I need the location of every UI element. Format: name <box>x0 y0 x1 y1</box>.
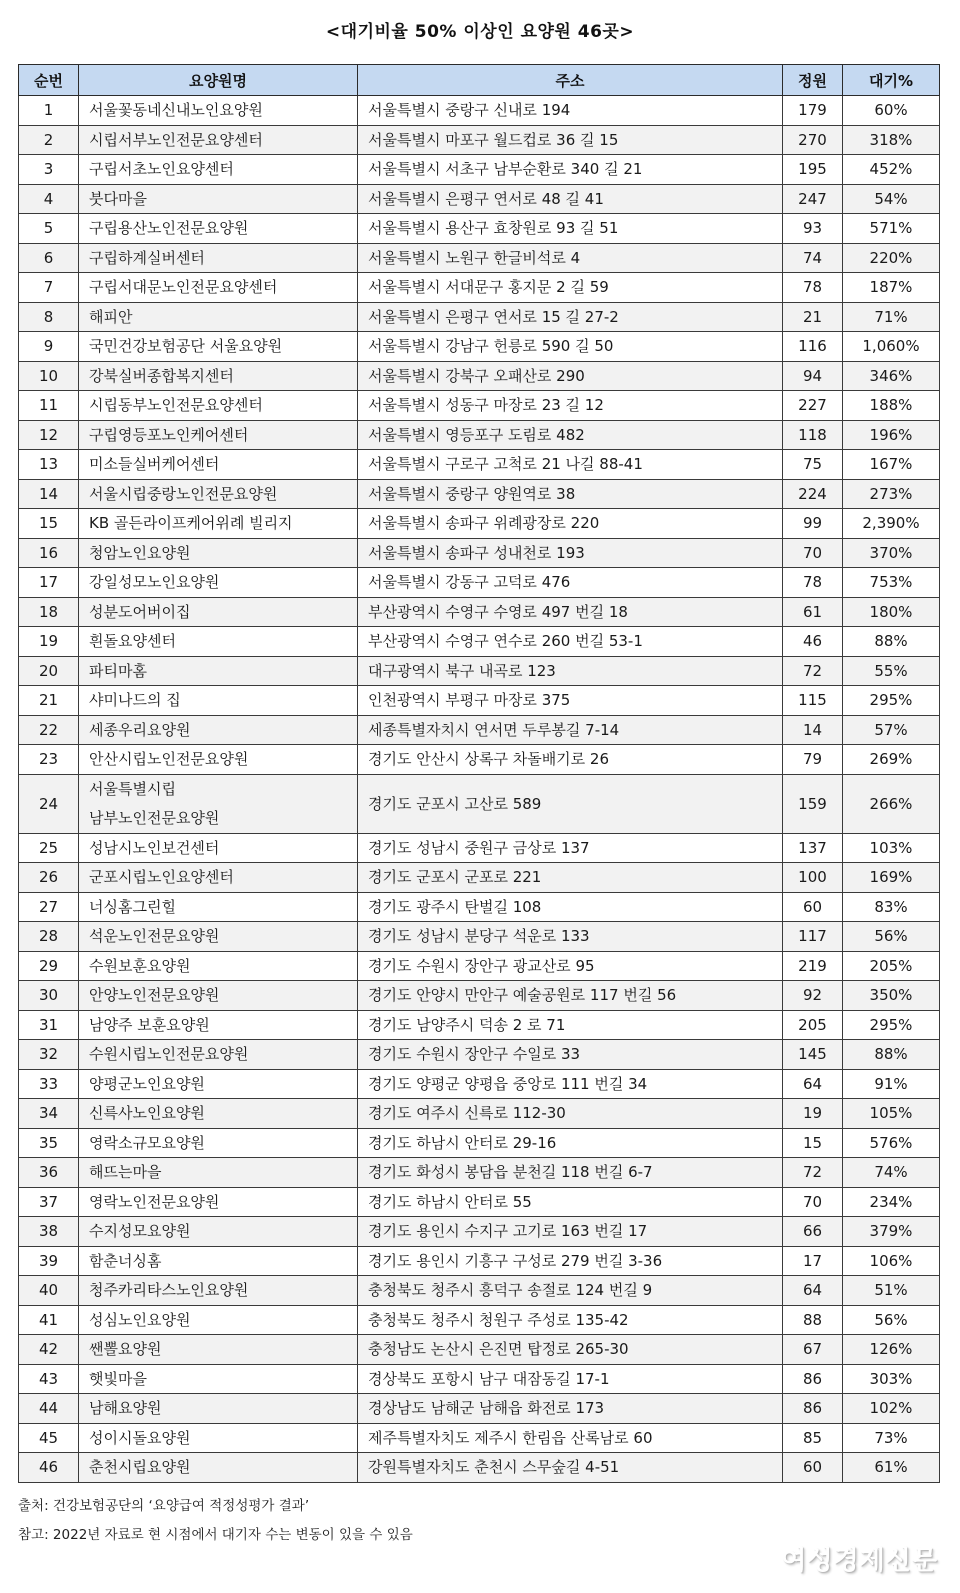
capacity: 93 <box>783 214 843 244</box>
nursing-home-table <box>18 64 940 1483</box>
row-number: 30 <box>19 981 79 1011</box>
facility-address: 서울특별시 서대문구 홍지문 2 길 59 <box>358 273 783 303</box>
table-row <box>19 1305 940 1335</box>
capacity: 179 <box>783 96 843 126</box>
wait-ratio: 273% <box>843 479 940 509</box>
row-number: 12 <box>19 420 79 450</box>
capacity: 15 <box>783 1128 843 1158</box>
facility-address: 서울특별시 강북구 오패산로 290 <box>358 361 783 391</box>
capacity: 72 <box>783 656 843 686</box>
facility-address: 경기도 여주시 신륵로 112-30 <box>358 1099 783 1129</box>
capacity: 86 <box>783 1394 843 1424</box>
capacity: 86 <box>783 1364 843 1394</box>
facility-name: 미소들실버케어센터 <box>79 450 358 480</box>
facility-name: 춘천시립요양원 <box>79 1453 358 1483</box>
facility-address: 경기도 화성시 봉담읍 분천길 118 번길 6-7 <box>358 1158 783 1188</box>
row-number: 14 <box>19 479 79 509</box>
capacity: 66 <box>783 1217 843 1247</box>
facility-name-line: 남부노인전문요양원 <box>89 808 220 827</box>
facility-address: 경기도 수원시 장안구 수일로 33 <box>358 1040 783 1070</box>
table-row <box>19 1246 940 1276</box>
row-number: 17 <box>19 568 79 598</box>
table-row <box>19 1364 940 1394</box>
row-number: 32 <box>19 1040 79 1070</box>
capacity: 70 <box>783 1187 843 1217</box>
table-row <box>19 1187 940 1217</box>
capacity: 60 <box>783 1453 843 1483</box>
table-title: <대기비율 50% 이상인 요양원 46곳> <box>325 22 635 42</box>
wait-ratio: 370% <box>843 538 940 568</box>
facility-name: 함춘너싱홈 <box>79 1246 358 1276</box>
header-address: 주소 <box>358 65 783 96</box>
facility-address: 경기도 하남시 안터로 29-16 <box>358 1128 783 1158</box>
facility-address: 서울특별시 마포구 월드컵로 36 길 15 <box>358 125 783 155</box>
wait-ratio: 318% <box>843 125 940 155</box>
table-row <box>19 361 940 391</box>
facility-name: 흰돌요양센터 <box>79 627 358 657</box>
facility-name: 해뜨는마을 <box>79 1158 358 1188</box>
row-number: 33 <box>19 1069 79 1099</box>
table-row <box>19 951 940 981</box>
facility-name: 수지성모요양원 <box>79 1217 358 1247</box>
wait-ratio: 187% <box>843 273 940 303</box>
table-row <box>19 686 940 716</box>
facility-address: 제주특별자치도 제주시 한림읍 산록남로 60 <box>358 1423 783 1453</box>
capacity: 159 <box>783 774 843 833</box>
facility-address: 강원특별자치도 춘천시 스무숲길 4-51 <box>358 1453 783 1483</box>
capacity: 88 <box>783 1305 843 1335</box>
table-row <box>19 833 940 863</box>
row-number: 4 <box>19 184 79 214</box>
facility-name: 신륵사노인요양원 <box>79 1099 358 1129</box>
facility-name: 서울시립중랑노인전문요양원 <box>79 479 358 509</box>
row-number: 42 <box>19 1335 79 1365</box>
facility-address: 경기도 양평군 양평읍 중앙로 111 번길 34 <box>358 1069 783 1099</box>
facility-name: 수원시립노인전문요양원 <box>79 1040 358 1070</box>
wait-ratio: 60% <box>843 96 940 126</box>
row-number: 43 <box>19 1364 79 1394</box>
table-row <box>19 774 940 833</box>
capacity: 92 <box>783 981 843 1011</box>
facility-name: 시립동부노인전문요양센터 <box>79 391 358 421</box>
capacity: 70 <box>783 538 843 568</box>
capacity: 17 <box>783 1246 843 1276</box>
facility-address: 경기도 안양시 만안구 예술공원로 117 번길 56 <box>358 981 783 1011</box>
row-number: 27 <box>19 892 79 922</box>
wait-ratio: 102% <box>843 1394 940 1424</box>
capacity: 79 <box>783 745 843 775</box>
capacity: 60 <box>783 892 843 922</box>
table-row <box>19 1010 940 1040</box>
table-row <box>19 243 940 273</box>
capacity: 117 <box>783 922 843 952</box>
facility-address: 서울특별시 강남구 헌릉로 590 길 50 <box>358 332 783 362</box>
table-row <box>19 863 940 893</box>
row-number: 38 <box>19 1217 79 1247</box>
wait-ratio: 88% <box>843 627 940 657</box>
table-row <box>19 627 940 657</box>
facility-name-line: 서울특별시립 <box>89 779 176 798</box>
wait-ratio: 234% <box>843 1187 940 1217</box>
wait-ratio: 57% <box>843 715 940 745</box>
table-row <box>19 1423 940 1453</box>
table-row <box>19 332 940 362</box>
capacity: 21 <box>783 302 843 332</box>
capacity: 227 <box>783 391 843 421</box>
capacity: 61 <box>783 597 843 627</box>
capacity: 72 <box>783 1158 843 1188</box>
header-name: 요양원명 <box>79 65 358 96</box>
capacity: 67 <box>783 1335 843 1365</box>
row-number: 37 <box>19 1187 79 1217</box>
facility-address: 경기도 수원시 장안구 광교산로 95 <box>358 951 783 981</box>
table-row <box>19 1099 940 1129</box>
capacity: 270 <box>783 125 843 155</box>
facility-name <box>79 774 358 833</box>
capacity: 14 <box>783 715 843 745</box>
wait-ratio: 61% <box>843 1453 940 1483</box>
table-row <box>19 981 940 1011</box>
capacity: 94 <box>783 361 843 391</box>
facility-address: 경기도 성남시 중원구 금상로 137 <box>358 833 783 863</box>
facility-name: 남해요양원 <box>79 1394 358 1424</box>
facility-name: 영락노인전문요양원 <box>79 1187 358 1217</box>
row-number: 2 <box>19 125 79 155</box>
table-row <box>19 1276 940 1306</box>
table-row <box>19 597 940 627</box>
wait-ratio: 346% <box>843 361 940 391</box>
wait-ratio: 350% <box>843 981 940 1011</box>
row-number: 10 <box>19 361 79 391</box>
row-number: 39 <box>19 1246 79 1276</box>
capacity: 224 <box>783 479 843 509</box>
wait-ratio: 54% <box>843 184 940 214</box>
facility-name: 성이시돌요양원 <box>79 1423 358 1453</box>
facility-address: 경상북도 포항시 남구 대잠동길 17-1 <box>358 1364 783 1394</box>
facility-address: 충청북도 청주시 청원구 주성로 135-42 <box>358 1305 783 1335</box>
row-number: 18 <box>19 597 79 627</box>
table-row <box>19 745 940 775</box>
table-row <box>19 273 940 303</box>
capacity: 78 <box>783 273 843 303</box>
table-row <box>19 1040 940 1070</box>
table-row <box>19 922 940 952</box>
wait-ratio: 452% <box>843 155 940 185</box>
facility-address: 경기도 하남시 안터로 55 <box>358 1187 783 1217</box>
capacity: 137 <box>783 833 843 863</box>
facility-name: 샤미나드의 집 <box>79 686 358 716</box>
wait-ratio: 74% <box>843 1158 940 1188</box>
facility-address: 부산광역시 수영구 수영로 497 번길 18 <box>358 597 783 627</box>
wait-ratio: 167% <box>843 450 940 480</box>
row-number: 24 <box>19 774 79 833</box>
table-row <box>19 391 940 421</box>
facility-address: 인천광역시 부평구 마장로 375 <box>358 686 783 716</box>
facility-name: 구립서초노인요양센터 <box>79 155 358 185</box>
facility-address: 서울특별시 은평구 연서로 48 길 41 <box>358 184 783 214</box>
row-number: 9 <box>19 332 79 362</box>
facility-name: 파티마홈 <box>79 656 358 686</box>
wait-ratio: 269% <box>843 745 940 775</box>
facility-address: 경기도 용인시 기흥구 구성로 279 번길 3-36 <box>358 1246 783 1276</box>
table-row <box>19 214 940 244</box>
capacity: 19 <box>783 1099 843 1129</box>
capacity: 78 <box>783 568 843 598</box>
row-number: 31 <box>19 1010 79 1040</box>
facility-name: 성분도어버이집 <box>79 597 358 627</box>
wait-ratio: 88% <box>843 1040 940 1070</box>
capacity: 116 <box>783 332 843 362</box>
wait-ratio: 295% <box>843 686 940 716</box>
header-no: 순번 <box>19 65 79 96</box>
facility-name: 세종우리요양원 <box>79 715 358 745</box>
header-wait-ratio: 대기% <box>843 65 940 96</box>
wait-ratio: 169% <box>843 863 940 893</box>
row-number: 3 <box>19 155 79 185</box>
capacity: 64 <box>783 1069 843 1099</box>
row-number: 29 <box>19 951 79 981</box>
table-row <box>19 568 940 598</box>
wait-ratio: 56% <box>843 922 940 952</box>
table-row <box>19 184 940 214</box>
wait-ratio: 188% <box>843 391 940 421</box>
facility-name: 구립서대문노인전문요양센터 <box>79 273 358 303</box>
capacity: 219 <box>783 951 843 981</box>
wait-ratio: 753% <box>843 568 940 598</box>
capacity: 74 <box>783 243 843 273</box>
facility-name: 안양노인전문요양원 <box>79 981 358 1011</box>
facility-address: 서울특별시 서초구 남부순환로 340 길 21 <box>358 155 783 185</box>
row-number: 45 <box>19 1423 79 1453</box>
wait-ratio: 2,390% <box>843 509 940 539</box>
facility-address: 경기도 안산시 상록구 차돌배기로 26 <box>358 745 783 775</box>
table-row <box>19 1217 940 1247</box>
facility-address: 경기도 광주시 탄벌길 108 <box>358 892 783 922</box>
row-number: 36 <box>19 1158 79 1188</box>
row-number: 20 <box>19 656 79 686</box>
facility-name: 붓다마을 <box>79 184 358 214</box>
facility-name: 석운노인전문요양원 <box>79 922 358 952</box>
row-number: 35 <box>19 1128 79 1158</box>
facility-address: 서울특별시 중랑구 신내로 194 <box>358 96 783 126</box>
facility-address: 충청남도 논산시 은진면 탑정로 265-30 <box>358 1335 783 1365</box>
facility-address: 서울특별시 영등포구 도림로 482 <box>358 420 783 450</box>
facility-name: 군포시립노인요양센터 <box>79 863 358 893</box>
row-number: 23 <box>19 745 79 775</box>
facility-address: 서울특별시 구로구 고척로 21 나길 88-41 <box>358 450 783 480</box>
wait-ratio: 106% <box>843 1246 940 1276</box>
publisher-watermark: 여성경제신문 <box>781 1546 938 1576</box>
wait-ratio: 126% <box>843 1335 940 1365</box>
facility-address: 서울특별시 중랑구 양원역로 38 <box>358 479 783 509</box>
row-number: 46 <box>19 1453 79 1483</box>
row-number: 25 <box>19 833 79 863</box>
table-row <box>19 479 940 509</box>
facility-name: 구립용산노인전문요양원 <box>79 214 358 244</box>
row-number: 8 <box>19 302 79 332</box>
table-row <box>19 1069 940 1099</box>
facility-name: 햇빛마을 <box>79 1364 358 1394</box>
table-row <box>19 125 940 155</box>
facility-address: 부산광역시 수영구 연수로 260 번길 53-1 <box>358 627 783 657</box>
row-number: 40 <box>19 1276 79 1306</box>
capacity: 145 <box>783 1040 843 1070</box>
facility-name: 안산시립노인전문요양원 <box>79 745 358 775</box>
wait-ratio: 83% <box>843 892 940 922</box>
wait-ratio: 56% <box>843 1305 940 1335</box>
capacity: 205 <box>783 1010 843 1040</box>
wait-ratio: 196% <box>843 420 940 450</box>
wait-ratio: 205% <box>843 951 940 981</box>
wait-ratio: 105% <box>843 1099 940 1129</box>
row-number: 34 <box>19 1099 79 1129</box>
facility-address: 경기도 용인시 수지구 고기로 163 번길 17 <box>358 1217 783 1247</box>
wait-ratio: 303% <box>843 1364 940 1394</box>
table-row <box>19 656 940 686</box>
row-number: 26 <box>19 863 79 893</box>
row-number: 41 <box>19 1305 79 1335</box>
facility-name: 국민건강보험공단 서울요양원 <box>79 332 358 362</box>
row-number: 15 <box>19 509 79 539</box>
capacity: 64 <box>783 1276 843 1306</box>
reference-note: 참고: 2022년 자료로 현 시점에서 대기자 수는 변동이 있을 수 있음 <box>18 1527 413 1543</box>
table-row <box>19 96 940 126</box>
facility-name: 양평군노인요양원 <box>79 1069 358 1099</box>
table-row <box>19 1158 940 1188</box>
wait-ratio: 1,060% <box>843 332 940 362</box>
wait-ratio: 71% <box>843 302 940 332</box>
facility-address: 경기도 군포시 군포로 221 <box>358 863 783 893</box>
wait-ratio: 295% <box>843 1010 940 1040</box>
facility-address: 경상남도 남해군 남해읍 화전로 173 <box>358 1394 783 1424</box>
capacity: 118 <box>783 420 843 450</box>
facility-address: 서울특별시 은평구 연서로 15 길 27-2 <box>358 302 783 332</box>
table-header-row <box>19 65 940 96</box>
table-row <box>19 715 940 745</box>
facility-address: 경기도 남양주시 덕송 2 로 71 <box>358 1010 783 1040</box>
facility-name: 영락소규모요양원 <box>79 1128 358 1158</box>
facility-name: 너싱홈그린힐 <box>79 892 358 922</box>
capacity: 195 <box>783 155 843 185</box>
table-row <box>19 509 940 539</box>
facility-address: 서울특별시 노원구 한글비석로 4 <box>358 243 783 273</box>
facility-name: 남양주 보훈요양원 <box>79 1010 358 1040</box>
facility-name: 강일성모노인요양원 <box>79 568 358 598</box>
table-row <box>19 1335 940 1365</box>
facility-address: 충청북도 청주시 흥덕구 송절로 124 번길 9 <box>358 1276 783 1306</box>
facility-name: 구립하계실버센터 <box>79 243 358 273</box>
capacity: 100 <box>783 863 843 893</box>
wait-ratio: 379% <box>843 1217 940 1247</box>
wait-ratio: 73% <box>843 1423 940 1453</box>
wait-ratio: 180% <box>843 597 940 627</box>
facility-name: 서울꽃동네신내노인요양원 <box>79 96 358 126</box>
capacity: 115 <box>783 686 843 716</box>
facility-address: 서울특별시 송파구 성내천로 193 <box>358 538 783 568</box>
row-number: 21 <box>19 686 79 716</box>
table-row <box>19 892 940 922</box>
facility-name: 청주카리타스노인요양원 <box>79 1276 358 1306</box>
header-capacity: 정원 <box>783 65 843 96</box>
capacity: 85 <box>783 1423 843 1453</box>
facility-address: 서울특별시 강동구 고덕로 476 <box>358 568 783 598</box>
facility-name: 구립영등포노인케어센터 <box>79 420 358 450</box>
wait-ratio: 571% <box>843 214 940 244</box>
row-number: 13 <box>19 450 79 480</box>
row-number: 22 <box>19 715 79 745</box>
wait-ratio: 576% <box>843 1128 940 1158</box>
facility-address: 서울특별시 성동구 마장로 23 길 12 <box>358 391 783 421</box>
table-row <box>19 302 940 332</box>
table-body <box>19 96 940 1483</box>
row-number: 1 <box>19 96 79 126</box>
row-number: 28 <box>19 922 79 952</box>
row-number: 44 <box>19 1394 79 1424</box>
facility-address: 서울특별시 용산구 효창원로 93 길 51 <box>358 214 783 244</box>
wait-ratio: 266% <box>843 774 940 833</box>
facility-name: 청암노인요양원 <box>79 538 358 568</box>
facility-address: 경기도 군포시 고산로 589 <box>358 774 783 833</box>
row-number: 7 <box>19 273 79 303</box>
table-row <box>19 420 940 450</box>
row-number: 11 <box>19 391 79 421</box>
row-number: 19 <box>19 627 79 657</box>
capacity: 99 <box>783 509 843 539</box>
facility-name: 수원보훈요양원 <box>79 951 358 981</box>
facility-address: 서울특별시 송파구 위례광장로 220 <box>358 509 783 539</box>
facility-name: 쌘뽈요양원 <box>79 1335 358 1365</box>
row-number: 16 <box>19 538 79 568</box>
facility-address: 경기도 성남시 분당구 석운로 133 <box>358 922 783 952</box>
source-note: 출처: 건강보험공단의 ‘요양급여 적정성평가 결과’ <box>18 1498 310 1514</box>
table-row <box>19 450 940 480</box>
facility-address: 세종특별자치시 연서면 두루봉길 7-14 <box>358 715 783 745</box>
facility-name: 강북실버종합복지센터 <box>79 361 358 391</box>
capacity: 46 <box>783 627 843 657</box>
facility-name: 해피안 <box>79 302 358 332</box>
wait-ratio: 91% <box>843 1069 940 1099</box>
wait-ratio: 220% <box>843 243 940 273</box>
facility-name: 성남시노인보건센터 <box>79 833 358 863</box>
table-row <box>19 1453 940 1483</box>
facility-name: 시립서부노인전문요양센터 <box>79 125 358 155</box>
facility-name: KB 골든라이프케어위례 빌리지 <box>79 509 358 539</box>
table-row <box>19 155 940 185</box>
capacity: 75 <box>783 450 843 480</box>
row-number: 5 <box>19 214 79 244</box>
facility-name: 성심노인요양원 <box>79 1305 358 1335</box>
wait-ratio: 103% <box>843 833 940 863</box>
table-row <box>19 538 940 568</box>
facility-address: 대구광역시 북구 내곡로 123 <box>358 656 783 686</box>
row-number: 6 <box>19 243 79 273</box>
table-row <box>19 1394 940 1424</box>
wait-ratio: 55% <box>843 656 940 686</box>
wait-ratio: 51% <box>843 1276 940 1306</box>
table-row <box>19 1128 940 1158</box>
capacity: 247 <box>783 184 843 214</box>
